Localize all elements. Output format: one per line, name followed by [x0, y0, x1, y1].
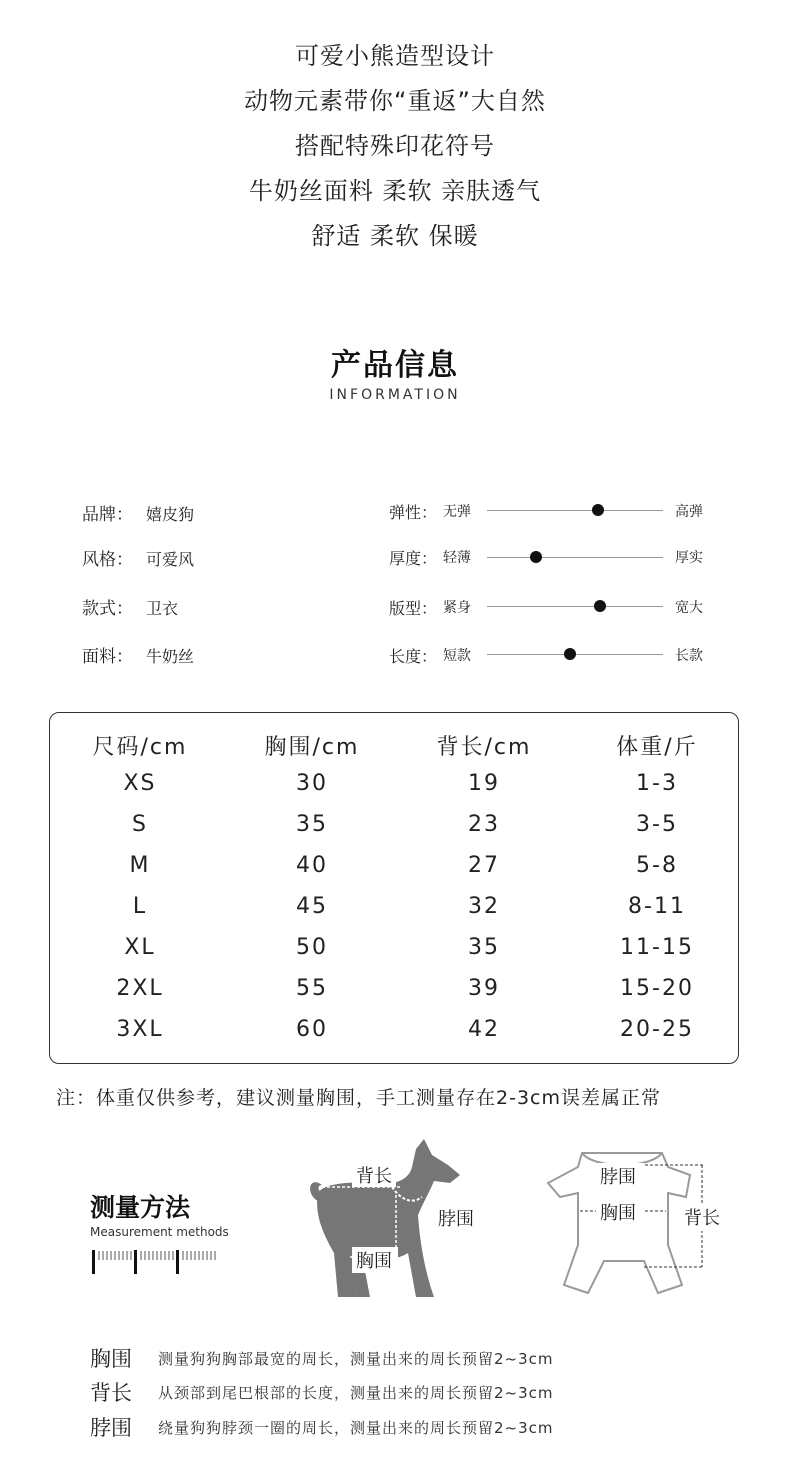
table-cell: 35: [468, 935, 500, 960]
def-term: 脖围: [90, 1416, 132, 1440]
attr-style: [82, 545, 194, 570]
table-cell: 40: [296, 853, 328, 878]
slider-track: [487, 606, 663, 607]
attr-key: 面料：: [82, 647, 133, 667]
table-cell: 3XL: [116, 1017, 164, 1042]
attr-key: 品牌：: [82, 505, 133, 525]
table-cell: XS: [123, 771, 157, 796]
table-cell: M: [129, 853, 151, 878]
slider-high-label: 长款: [675, 648, 703, 664]
attr-key: 款式：: [82, 599, 133, 619]
def-text: 测量狗狗胸部最宽的周长，测量出来的周长预留2~3cm: [158, 1350, 554, 1368]
attr-fabric: [82, 642, 194, 667]
slider-marker: [594, 600, 606, 612]
dog-neck-label: 脖围: [438, 1209, 474, 1230]
table-cell: 45: [296, 894, 328, 919]
weight-note: 注：体重仅供参考，建议测量胸围，手工测量存在2-3cm误差属正常: [56, 1087, 661, 1109]
table-cell: 20-25: [620, 1017, 694, 1042]
intro-line: 牛奶丝面料 柔软 亲肤透气: [248, 177, 542, 205]
slider-label: 长度：: [389, 647, 438, 666]
table-cell: 55: [296, 976, 328, 1001]
attr-brand: [82, 500, 194, 525]
table-cell: 1-3: [636, 771, 678, 796]
info-subtitle: INFORMATION: [329, 387, 461, 403]
table-cell: 2XL: [116, 976, 164, 1001]
attr-key: 风格：: [82, 550, 133, 570]
intro-line: 动物元素带你“重返”大自然: [244, 87, 546, 115]
garment-back-label: 背长: [684, 1208, 720, 1229]
table-cell: 42: [468, 1017, 500, 1042]
table-cell: S: [132, 812, 148, 837]
table-header: 胸围/cm: [264, 735, 360, 760]
table-cell: 8-11: [628, 894, 686, 919]
slider-low-label: 紧身: [443, 600, 471, 616]
def-text: 从颈部到尾巴根部的长度，测量出来的周长预留2~3cm: [158, 1384, 554, 1402]
method-title: 测量方法: [90, 1193, 191, 1222]
table-cell: 60: [296, 1017, 328, 1042]
def-term: 胸围: [90, 1347, 132, 1371]
attr-value: 可爱风: [146, 550, 195, 569]
slider-marker: [564, 648, 576, 660]
slider-high-label: 宽大: [675, 600, 703, 616]
slider-label: 弹性：: [389, 503, 438, 522]
intro-block: [0, 34, 790, 259]
garment-neck-label: 脖围: [600, 1167, 636, 1188]
attr-value: 嬉皮狗: [146, 505, 195, 524]
table-header: 背长/cm: [436, 735, 532, 760]
def-term: 背长: [90, 1381, 132, 1405]
slider-high-label: 厚实: [675, 550, 703, 566]
def-text: 绕量狗狗脖颈一圈的周长，测量出来的周长预留2~3cm: [158, 1419, 554, 1437]
table-cell: 5-8: [636, 853, 678, 878]
slider-high-label: 高弹: [675, 504, 703, 520]
table-cell: 50: [296, 935, 328, 960]
slider-marker: [530, 551, 542, 563]
intro-line: 可爱小熊造型设计: [295, 42, 495, 70]
table-cell: 39: [468, 976, 500, 1001]
table-header: 尺码/cm: [92, 735, 188, 760]
table-cell: 30: [296, 771, 328, 796]
method-subtitle: Measurement methods: [90, 1225, 229, 1239]
table-cell: 11-15: [620, 935, 694, 960]
table-cell: 19: [468, 771, 500, 796]
slider-low-label: 无弹: [443, 504, 471, 520]
dog-chest-label: 胸围: [356, 1251, 392, 1272]
dog-figure: [300, 1135, 490, 1305]
intro-line: 搭配特殊印花符号: [295, 132, 495, 160]
dog-back-label: 背长: [356, 1166, 392, 1187]
garment-chest-label: 胸围: [600, 1203, 636, 1224]
table-cell: 35: [296, 812, 328, 837]
table-cell: 15-20: [620, 976, 694, 1001]
info-title: 产品信息: [331, 348, 459, 383]
intro-line: 舒适 柔软 保暖: [311, 222, 479, 250]
size-table: [49, 712, 739, 1064]
ruler-icon: [90, 1248, 220, 1278]
slider-track: [487, 557, 663, 558]
garment-figure: [540, 1145, 740, 1305]
attr-type: [82, 594, 178, 619]
table-cell: 23: [468, 812, 500, 837]
table-header: 体重/斤: [616, 735, 698, 760]
table-cell: L: [132, 894, 148, 919]
attr-value: 卫衣: [146, 599, 179, 618]
slider-low-label: 轻薄: [443, 550, 471, 566]
attr-value: 牛奶丝: [146, 647, 195, 666]
table-cell: XL: [124, 935, 156, 960]
slider-label: 版型：: [389, 599, 438, 618]
slider-marker: [592, 504, 604, 516]
slider-track: [487, 510, 663, 511]
slider-low-label: 短款: [443, 648, 471, 664]
table-cell: 3-5: [636, 812, 678, 837]
table-cell: 32: [468, 894, 500, 919]
slider-label: 厚度：: [389, 549, 438, 568]
table-cell: 27: [468, 853, 500, 878]
